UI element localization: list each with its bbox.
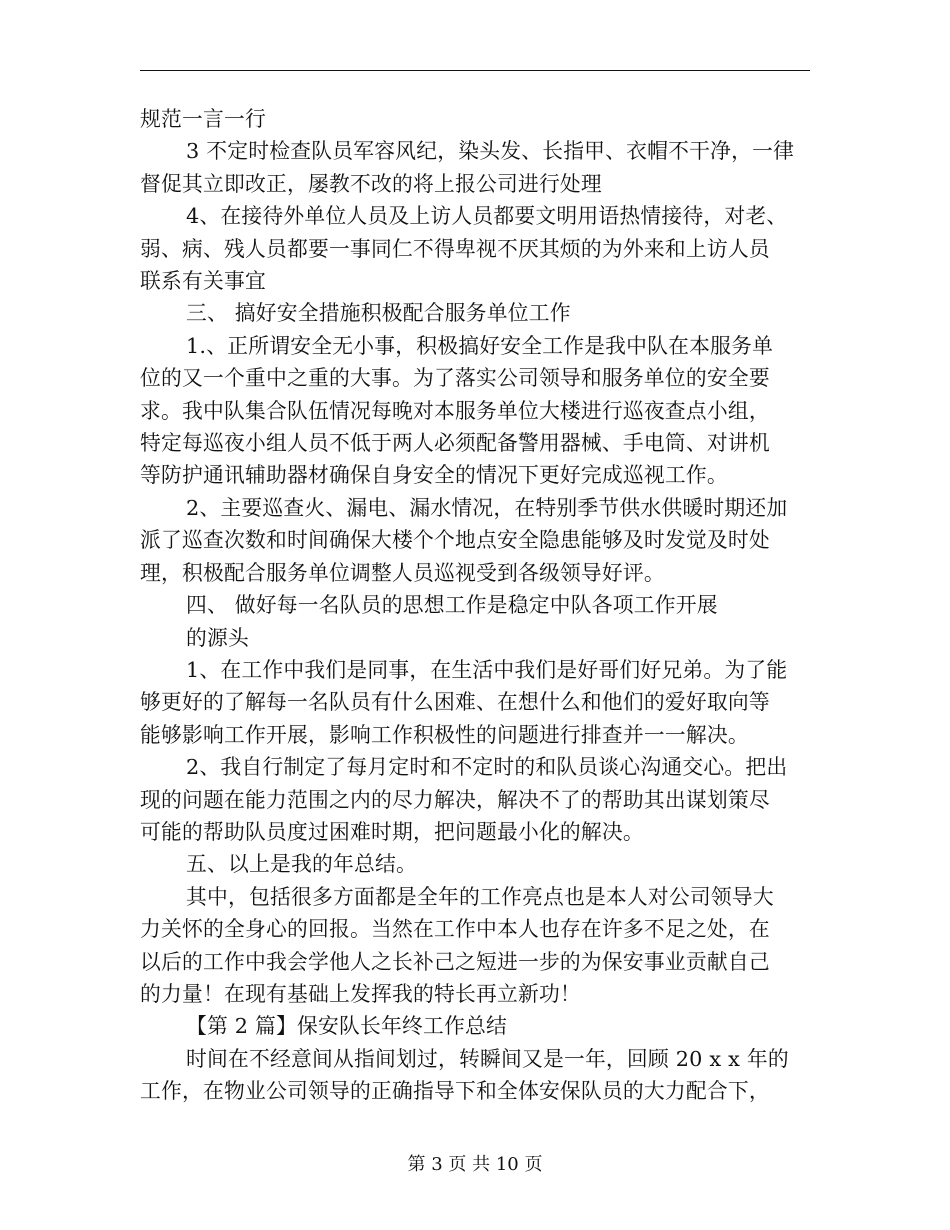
text-line: 2、我自行制定了每月定时和不定时的和队员谈心沟通交心。把出 — [186, 755, 788, 780]
text-line: 的力量！在现有基础上发挥我的特长再立新功！ — [140, 981, 581, 1006]
text-line: 督促其立即改正，屡教不改的将上报公司进行处理 — [140, 171, 602, 196]
text-line: 派了巡查次数和时间确保大楼个个地点安全隐患能够及时发觉及时处 — [140, 528, 770, 553]
text-line: 力关怀的全身心的回报。当然在工作中本人也存在许多不足之处，在 — [140, 917, 770, 942]
text-line: 1、在工作中我们是同事，在生活中我们是好哥们好兄弟。为了能 — [186, 657, 788, 682]
section-heading: 三、 搞好安全措施积极配合服务单位工作 — [186, 301, 571, 326]
text-line: 1.、正所谓安全无小事，积极搞好安全工作是我中队在本服务单 — [186, 333, 774, 358]
text-line: 4、在接待外单位人员及上访人员都要文明用语热情接待，对老、 — [186, 204, 788, 229]
section-heading: 五、以上是我的年总结。 — [186, 852, 417, 877]
header-rule — [140, 70, 810, 71]
text-line: 特定每巡夜小组人员不低于两人必须配备警用器械、手电筒、对讲机 — [140, 431, 770, 456]
text-line: 3 不定时检查队员军容风纪，染头发、长指甲、衣帽不干净，一律 — [186, 139, 795, 164]
text-line: 以后的工作中我会学他人之长补己之短进一步的为保安事业贡献自己 — [140, 949, 770, 974]
text-line: 可能的帮助队员度过困难时期，把问题最小化的解决。 — [140, 819, 644, 844]
section-heading: 四、 做好每一名队员的思想工作是稳定中队各项工作开展 — [186, 593, 718, 618]
text-line: 能够影响工作开展，影响工作积极性的问题进行排查并一一解决。 — [140, 722, 749, 747]
article-title: 【第 2 篇】保安队长年终工作总结 — [186, 1014, 508, 1039]
text-line: 弱、病、残人员都要一事同仁不得卑视不厌其烦的为外来和上访人员 — [140, 236, 770, 261]
text-line: 等防护通讯辅助器材确保自身安全的情况下更好完成巡视工作。 — [140, 463, 728, 488]
text-line: 求。我中队集合队伍情况每晚对本服务单位大楼进行巡夜查点小组， — [140, 398, 770, 423]
text-line: 够更好的了解每一名队员有什么困难、在想什么和他们的爱好取向等 — [140, 690, 770, 715]
text-line: 理，积极配合服务单位调整人员巡视受到各级领导好评。 — [140, 560, 665, 585]
text-line: 工作，在物业公司领导的正确指导下和全体安保队员的大力配合下， — [140, 1079, 770, 1104]
text-line: 现的问题在能力范围之内的尽力解决，解决不了的帮助其出谋划策尽 — [140, 787, 770, 812]
page-number-footer: 第 3 页 共 10 页 — [407, 1154, 543, 1175]
text-line: 时间在不经意间从指间划过，转瞬间又是一年，回顾 20 x x 年的 — [186, 1046, 789, 1071]
text-line: 位的又一个重中之重的大事。为了落实公司领导和服务单位的安全要 — [140, 366, 770, 391]
text-line: 联系有关事宜 — [140, 269, 266, 294]
text-line: 其中，包括很多方面都是全年的工作亮点也是本人对公司领导大 — [186, 884, 774, 909]
text-line: 规范一言一行 — [140, 107, 266, 131]
section-heading-continued: 的源头 — [186, 625, 249, 650]
text-line: 2、主要巡查火、漏电、漏水情况，在特别季节供水供暖时期还加 — [186, 495, 788, 520]
document-body — [140, 103, 810, 1108]
